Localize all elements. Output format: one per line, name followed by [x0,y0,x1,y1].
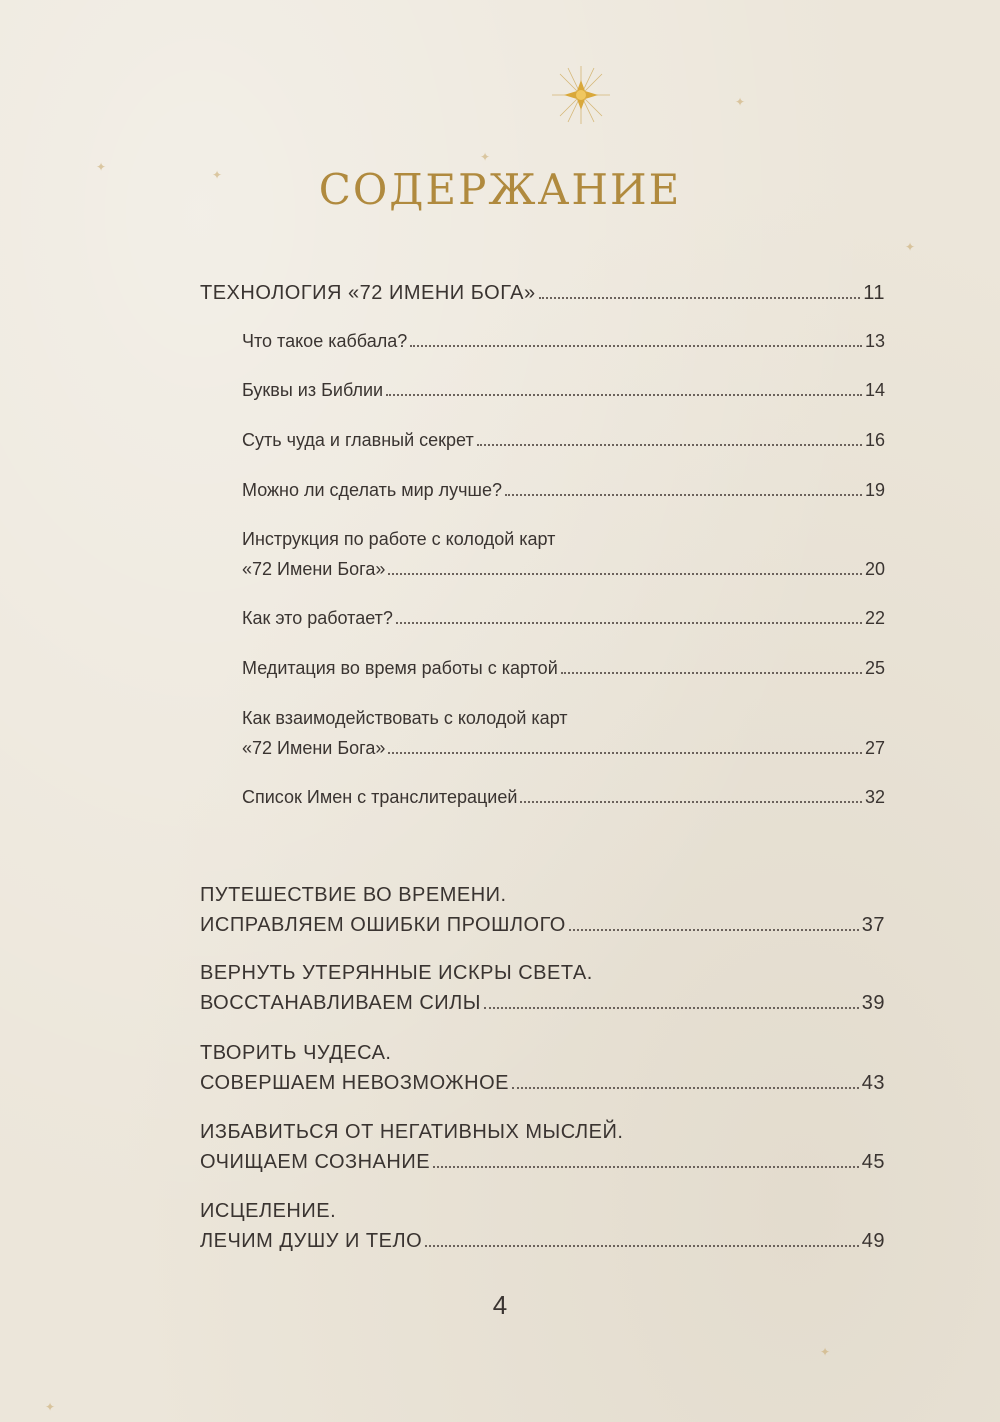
toc-page-number: 13 [864,331,885,351]
sparkle-icon: ✦ [480,150,491,164]
dot-leader [425,1245,859,1247]
dot-leader [433,1166,859,1168]
toc-entry-title: Можно ли сделать мир лучше? [242,480,502,500]
toc-entry-title: ТЕХНОЛОГИЯ «72 ИМЕНИ БОГА» [200,282,536,304]
toc-entry-title-line1: ВЕРНУТЬ УТЕРЯННЫЕ ИСКРЫ СВЕТА. [200,962,593,984]
toc-entry-title-line1: ИЗБАВИТЬСЯ ОТ НЕГАТИВНЫХ МЫСЛЕЙ. [200,1121,624,1143]
dot-leader [512,1087,859,1089]
dot-leader [505,494,862,496]
sparkle-icon: ✦ [905,240,916,254]
page-title: СОДЕРЖАНИЕ [318,165,682,214]
sparkle-icon: ✦ [45,1400,56,1414]
toc-entry-title-line1: ПУТЕШЕСТВИЕ ВО ВРЕМЕНИ. [200,884,507,906]
dot-leader [396,622,862,624]
toc-entry[interactable] [200,958,885,1018]
toc-entry-title: Суть чуда и главный секрет [242,430,474,450]
toc-page-number: 43 [861,1072,885,1094]
toc-entry-title: ОЧИЩАЕМ СОЗНАНИЕ [200,1151,431,1173]
toc-entry[interactable] [242,375,885,405]
dot-leader [388,573,862,575]
sparkle-icon: ✦ [96,160,107,174]
toc-entry[interactable] [200,278,885,308]
sparkle-icon: ✦ [735,95,746,109]
toc-page-number: 19 [864,480,885,500]
toc-entry[interactable] [200,1117,885,1177]
toc-entry-title-line1: ТВОРИТЬ ЧУДЕСА. [200,1042,392,1064]
toc-entry[interactable] [200,1038,885,1098]
sparkle-icon: ✦ [820,1345,831,1359]
toc-entry[interactable] [242,703,885,763]
dot-leader [569,929,859,931]
toc-page-number: 11 [863,282,885,304]
toc-entry-title: ЛЕЧИМ ДУШУ И ТЕЛО [200,1230,423,1252]
toc-page-number: 49 [861,1230,885,1252]
toc-page-number: 22 [864,608,885,628]
toc-entry-title: Буквы из Библии [242,380,384,400]
dot-leader [388,752,862,754]
toc-page-number: 25 [864,658,885,678]
toc-page-number: 20 [864,559,885,579]
toc-entry-title-line1: ИСЦЕЛЕНИЕ. [200,1200,337,1222]
toc-page-number: 27 [864,738,885,758]
page-number: 4 [492,1290,508,1320]
toc-entry-title: Медитация во время работы с картой [242,658,558,678]
toc-entry-title: ИСПРАВЛЯЕМ ОШИБКИ ПРОШЛОГО [200,914,566,936]
toc-entry[interactable] [242,475,885,505]
toc-entry-title: СОВЕРШАЕМ НЕВОЗМОЖНОЕ [200,1072,509,1094]
toc-entry-title-line1: Инструкция по работе с колодой карт [242,529,556,549]
dot-leader [410,345,862,347]
toc-entry-title: «72 Имени Бога» [242,559,386,579]
toc-entry[interactable] [242,425,885,455]
toc-entry[interactable] [200,880,885,940]
toc-page-number: 14 [864,380,885,400]
dot-leader [484,1007,859,1009]
dot-leader [477,444,862,446]
toc-entry-title: ВОССТАНАВЛИВАЕМ СИЛЫ [200,992,481,1014]
dot-leader [520,801,862,803]
toc-entry-title: Список Имен с транслитерацией [242,787,518,807]
toc-page-number: 39 [861,992,885,1014]
toc-page-number: 16 [864,430,885,450]
toc-entry-title: Что такое каббала? [242,331,408,351]
dot-leader [386,394,862,396]
toc-entry-title: «72 Имени Бога» [242,738,386,758]
sparkle-icon: ✦ [212,168,223,182]
toc-entry[interactable] [242,653,885,683]
dot-leader [561,672,862,674]
gold-star-ornament-icon [548,62,614,128]
toc-page-number: 45 [861,1151,885,1173]
toc-page-number: 32 [864,787,885,807]
toc-entry[interactable] [200,1196,885,1256]
toc-entry[interactable] [242,603,885,633]
dot-leader [539,297,861,299]
toc-page-number: 37 [861,914,885,936]
toc-entry-title-line1: Как взаимодействовать с колодой карт [242,708,568,728]
toc-entry[interactable] [242,782,885,812]
toc-entry[interactable] [242,524,885,584]
toc-entry[interactable] [242,326,885,356]
toc-entry-title: Как это работает? [242,608,393,628]
